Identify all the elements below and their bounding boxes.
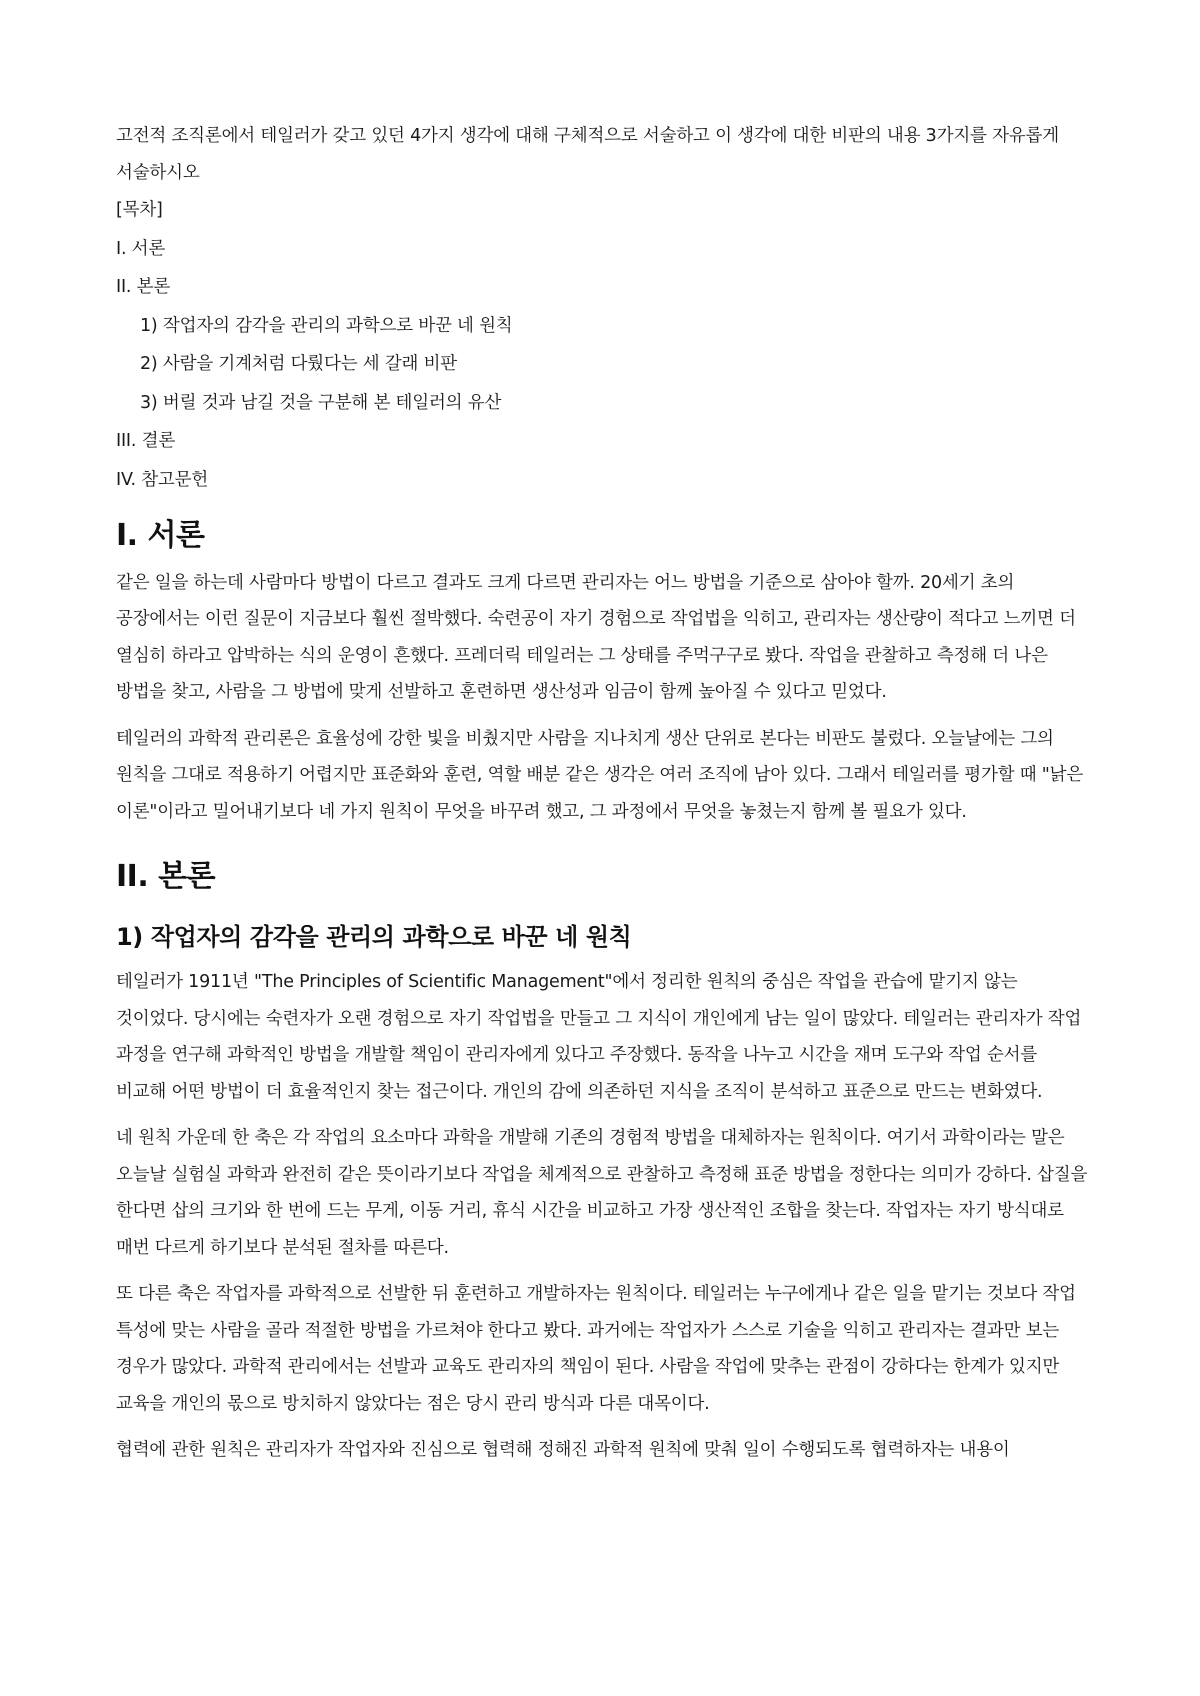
body-paragraph: 테일러가 1911년 "The Principles of Scientific Management"에서 정리한 원칙의 중심은 작업을 관습에 맡기지 않는 것이었다. 당시에는 숙련자가 오랜 경험으로 자기 작업법을 만들고 그 지식이 개인에게 남는 일이 많았다. 테일러는 관리자가 작업 과정을 연구해 과학적인 방법을 개발할 책임이 관리자에게 있다고 주장했다. 동작을 나누고 시간을 재며 도구와 작업 순서를 비교해 어떤 방법이 더 효율적인지 찾는 접근이다. 개인의 감에 의존하던 지식을 조직이 분석하고 표준으로 만드는 변화였다.	[116, 972, 1082, 1102]
subsection-heading-1: 1) 작업자의 감각을 관리의 과학으로 바꾼 네 원칙	[116, 923, 632, 951]
toc-subitem-3: 3) 버릴 것과 남길 것을 구분해 본 테일러의 유산	[140, 392, 502, 413]
toc-heading: [목차]	[116, 200, 163, 220]
toc-item-conclusion: III. 결론	[116, 431, 176, 451]
assignment-question: 고전적 조직론에서 테일러가 갖고 있던 4가지 생각에 대해 구체적으로 서술하고 이 생각에 대한 비판의 내용 3가지를 자유롭게 서술하시오	[116, 126, 1059, 183]
intro-paragraph: 테일러의 과학적 관리론은 효율성에 강한 빛을 비췄지만 사람을 지나치게 생산 단위로 본다는 비판도 불렀다. 오늘날에는 그의 원칙을 그대로 적용하기 어렵지만 표준화와 훈련, 역할 배분 같은 생각은 여러 조직에 남아 있다. 그래서 테일러를 평가할 때 "낡은 이론"이라고 밀어내기보다 네 가지 원칙이 무엇을 바꾸려 했고, 그 과정에서 무엇을 놓쳤는지 함께 볼 필요가 있다.	[116, 728, 1084, 822]
section-heading-body: II. 본론	[116, 859, 216, 894]
body-paragraph: 네 원칙 가운데 한 축은 각 작업의 요소마다 과학을 개발해 기존의 경험적 방법을 대체하자는 원칙이다. 여기서 과학이라는 말은 오늘날 실험실 과학과 완전히 같은 뜻이라기보다 작업을 체계적으로 관찰하고 측정해 표준 방법을 정한다는 의미가 강하다. 삽질을 한다면 삽의 크기와 한 번에 드는 무게, 이동 거리, 휴식 시간을 비교하고 가장 생산적인 조합을 찾는다. 작업자는 자기 방식대로 매번 다르게 하기보다 분석된 절차를 따른다.	[116, 1128, 1088, 1258]
intro-paragraph: 같은 일을 하는데 사람마다 방법이 다르고 결과도 크게 다르면 관리자는 어느 방법을 기준으로 삼아야 할까. 20세기 초의 공장에서는 이런 질문이 지금보다 훨씬 절박했다. 숙련공이 자기 경험으로 작업법을 익히고, 관리자는 생산량이 적다고 느끼면 더 열심히 하라고 압박하는 식의 운영이 흔했다. 프레더릭 테일러는 그 상태를 주먹구구로 봤다. 작업을 관찰하고 측정해 더 나은 방법을 찾고, 사람을 그 방법에 맞게 선발하고 훈련하면 생산성과 임금이 함께 높아질 수 있다고 믿었다.	[116, 572, 1076, 702]
body-paragraph: 협력에 관한 원칙은 관리자가 작업자와 진심으로 협력해 정해진 과학적 원칙에 맞춰 일이 수행되도록 협력하자는 내용이	[116, 1440, 1010, 1460]
toc-subitem-1: 1) 작업자의 감각을 관리의 과학으로 바꾼 네 원칙	[140, 315, 513, 336]
section-heading-intro: I. 서론	[116, 517, 205, 553]
toc-subitem-2: 2) 사람을 기계처럼 다뤘다는 세 갈래 비판	[140, 354, 458, 374]
table-of-contents	[116, 197, 1092, 493]
toc-item-references: IV. 참고문헌	[116, 469, 209, 490]
body-paragraph: 또 다른 축은 작업자를 과학적으로 선발한 뒤 훈련하고 개발하자는 원칙이다. 테일러는 누구에게나 같은 일을 맡기는 것보다 작업 특성에 맞는 사람을 골라 적절한 방법을 가르쳐야 한다고 봤다. 과거에는 작업자가 스스로 기술을 익히고 관리자는 결과만 보는 경우가 많았다. 과학적 관리에서는 선발과 교육도 관리자의 책임이 된다. 사람을 작업에 맞추는 관점이 강하다는 한계가 있지만 교육을 개인의 몫으로 방치하지 않았다는 점은 당시 관리 방식과 다른 대목이다.	[116, 1284, 1076, 1414]
toc-item-intro: I. 서론	[116, 238, 166, 259]
toc-item-body: II. 본론	[116, 277, 171, 297]
